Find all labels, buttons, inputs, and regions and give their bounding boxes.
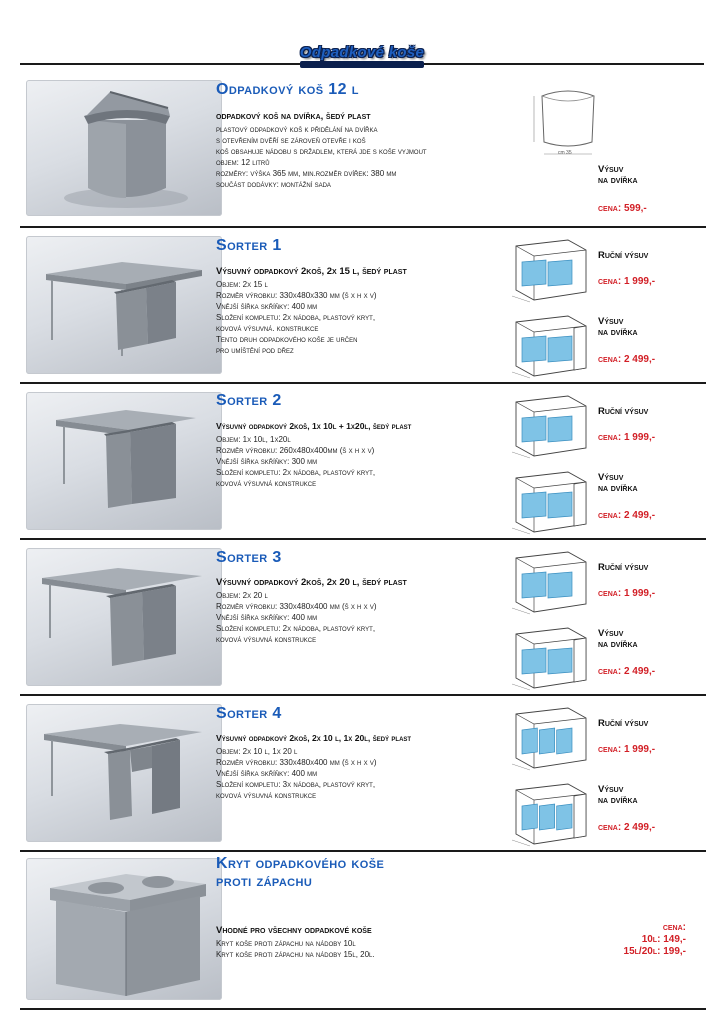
option-label-line1: Výsuv <box>598 472 624 483</box>
product-name <box>216 855 384 891</box>
price-value: 2 499,- <box>623 666 656 677</box>
price-value: 1 999,- <box>623 432 656 443</box>
product-subtitle: Výsuvný odpadkový 2koš, 2x 20 l, šedý plast <box>216 577 407 588</box>
spec-line: plastový odpadkový koš k přidělání na dvířka <box>216 125 378 134</box>
price-label: cena: <box>598 588 622 599</box>
section-divider <box>20 382 706 384</box>
spec-line: Vnější šířka skříňky: 400 mm <box>216 613 318 622</box>
option-label-line1: Ruční výsuv <box>598 718 649 729</box>
dimension-label: cm 35 <box>558 150 572 156</box>
price <box>598 666 655 677</box>
door-drawer-diagram <box>506 308 596 380</box>
price <box>598 432 655 443</box>
price <box>598 276 655 287</box>
price <box>598 510 655 521</box>
spec-line: objem: 12 litrů <box>216 158 270 167</box>
page-title: Odpadkové koše <box>299 44 425 61</box>
option-label-line2: na dvířka <box>598 175 638 186</box>
product-specs <box>216 279 377 356</box>
option-label <box>598 164 638 186</box>
price-value: 1 999,- <box>623 276 656 287</box>
spec-line: kovová výsuvná. konstrukce <box>216 324 319 333</box>
product-photo-bin-12l <box>26 80 222 216</box>
door-drawer-diagram <box>506 620 596 692</box>
manual-drawer-diagram <box>506 544 596 616</box>
price-value: 599,- <box>623 203 647 214</box>
price-label: cena: <box>598 203 622 214</box>
price-block <box>624 922 686 958</box>
product-photo-sorter-4 <box>26 704 222 842</box>
option-label <box>598 562 648 573</box>
option-label <box>598 406 648 417</box>
option-label-line2: na dvířka <box>598 483 638 494</box>
spec-line: součást dodávky: montážní sada <box>216 180 331 189</box>
door-drawer-diagram <box>506 776 596 848</box>
option-label-line1: Výsuv <box>598 784 624 795</box>
option-label-line1: Výsuv <box>598 164 624 175</box>
spec-line: Rozměr výrobku: 330x480x400 mm (š x h x v) <box>216 602 377 611</box>
product-photo-sorter-1 <box>26 236 222 374</box>
spec-line: Rozměr výrobku: 260x480x400mm (š x h x v) <box>216 446 375 455</box>
product-photo-sorter-2 <box>26 392 222 530</box>
option-label-line1: Ruční výsuv <box>598 250 649 261</box>
spec-line: koš obsahuje nádobu s držadlem, která jde s koše vyjmout <box>216 147 427 156</box>
price <box>598 354 655 365</box>
price-label: cena: <box>662 922 686 933</box>
spec-line: Objem: 2x 15 l <box>216 280 268 289</box>
spec-line: kovová výsuvná konstrukce <box>216 635 317 644</box>
door-drawer-diagram <box>506 464 596 536</box>
manual-drawer-diagram <box>506 700 596 772</box>
product-specs <box>216 746 377 801</box>
price-label: cena: <box>598 666 622 677</box>
option-label <box>598 316 638 338</box>
option-label-line1: Ruční výsuv <box>598 562 649 573</box>
option-label-line1: Výsuv <box>598 628 624 639</box>
price-10l: 10l: 149,- <box>641 934 686 945</box>
price-15l-20l: 15l/20l: 199,- <box>623 946 686 957</box>
spec-line: Objem: 2x 10 l, 1x 20 l <box>216 747 298 756</box>
spec-line: Tento druh odpadkového koše je určen <box>216 335 358 344</box>
price-label: cena: <box>598 822 622 833</box>
manual-drawer-diagram <box>506 388 596 460</box>
product-photo-sorter-3 <box>26 548 222 686</box>
product-name-line1: Kryt odpadkového koše <box>216 855 385 872</box>
spec-line: s otevřením dvěří se zároveň otevře i koš <box>216 136 366 145</box>
product-specs <box>216 434 375 489</box>
spec-line: pro umíštění pod dřez <box>216 346 294 355</box>
price-label: cena: <box>598 276 622 287</box>
price-value: 1 999,- <box>623 588 656 599</box>
price <box>598 822 655 833</box>
spec-line: kovová výsuvná konstrukce <box>216 479 317 488</box>
price-value: 2 499,- <box>623 510 656 521</box>
spec-line: Vnější šířka skříňky: 400 mm <box>216 302 318 311</box>
option-label <box>598 628 638 650</box>
spec-line: Kryt koše proti zápachu na nádoby 15l, 20l. <box>216 950 375 959</box>
product-subtitle: Vhodné pro všechny odpadkové koše <box>216 925 372 936</box>
option-label <box>598 784 638 806</box>
option-label-line2: na dvířka <box>598 327 638 338</box>
section-divider <box>20 1008 706 1010</box>
product-photo-odor-cover <box>26 858 222 1000</box>
bin-diagram <box>528 84 604 162</box>
product-subtitle: Výsuvný odpadkový 2koš, 1x 10l + 1x20l, šedý plast <box>216 421 412 431</box>
price-value: 2 499,- <box>623 822 656 833</box>
spec-line: Složení kompletu: 3x nádoba, plastový kryt, <box>216 780 376 789</box>
product-name: Sorter 3 <box>216 549 282 566</box>
product-name: Sorter 1 <box>216 237 282 254</box>
product-name: Odpadkový koš 12 l <box>216 81 359 98</box>
spec-line: Složení kompletu: 2x nádoba, plastový kryt, <box>216 313 376 322</box>
product-specs <box>216 124 427 190</box>
option-label <box>598 472 638 494</box>
section-divider <box>20 694 706 696</box>
option-label-line1: Výsuv <box>598 316 624 327</box>
option-label <box>598 718 648 729</box>
price-label: cena: <box>598 354 622 365</box>
spec-line: Vnější šířka skříňky: 300 mm <box>216 457 318 466</box>
spec-line: Objem: 1x 10l, 1x20l <box>216 435 291 444</box>
option-label <box>598 250 648 261</box>
product-name: Sorter 2 <box>216 392 282 409</box>
title-rule <box>0 58 724 68</box>
price-label: cena: <box>598 432 622 443</box>
manual-drawer-diagram <box>506 232 596 304</box>
price-value: 1 999,- <box>623 744 656 755</box>
spec-line: Rozměr výrobku: 330x480x330 mm (š x h x v) <box>216 291 377 300</box>
spec-line: kovová výsuvná konstrukce <box>216 791 317 800</box>
price <box>598 203 647 214</box>
price-value: 2 499,- <box>623 354 656 365</box>
price <box>598 588 655 599</box>
product-specs <box>216 590 377 645</box>
price <box>598 744 655 755</box>
spec-line: Kryt koše proti zápachu na nádoby 10l <box>216 939 356 948</box>
spec-line: Složení kompletu: 2x nádoba, plastový kryt, <box>216 468 376 477</box>
price-label: cena: <box>598 744 622 755</box>
section-divider <box>20 226 706 228</box>
spec-line: Objem: 2x 20 l <box>216 591 268 600</box>
spec-line: Vnější šířka skříňky: 400 mm <box>216 769 318 778</box>
spec-line: Složení kompletu: 2x nádoba, plastový kryt, <box>216 624 376 633</box>
option-label-line1: Ruční výsuv <box>598 406 649 417</box>
product-specs <box>216 938 375 960</box>
product-subtitle: Výsuvný odpadkový 2koš, 2x 15 l, šedý plast <box>216 266 407 277</box>
section-divider <box>20 538 706 540</box>
option-label-line2: na dvířka <box>598 795 638 806</box>
section-divider <box>20 850 706 852</box>
product-name: Sorter 4 <box>216 705 282 722</box>
spec-line: Rozměr výrobku: 330x480x400 mm (š x h x v) <box>216 758 377 767</box>
price-label: cena: <box>598 510 622 521</box>
product-subtitle: Výsuvný odpadkový 2koš, 2x 10 l, 1x 20l, šedý plast <box>216 733 412 743</box>
spec-line: rozměry: výška 365 mm, min.rozměr dvířek: 380 mm <box>216 169 397 178</box>
product-name-line2: proti zápachu <box>216 873 313 890</box>
product-subtitle: odpadkový koš na dvířka, šedý plast <box>216 111 371 122</box>
option-label-line2: na dvířka <box>598 639 638 650</box>
